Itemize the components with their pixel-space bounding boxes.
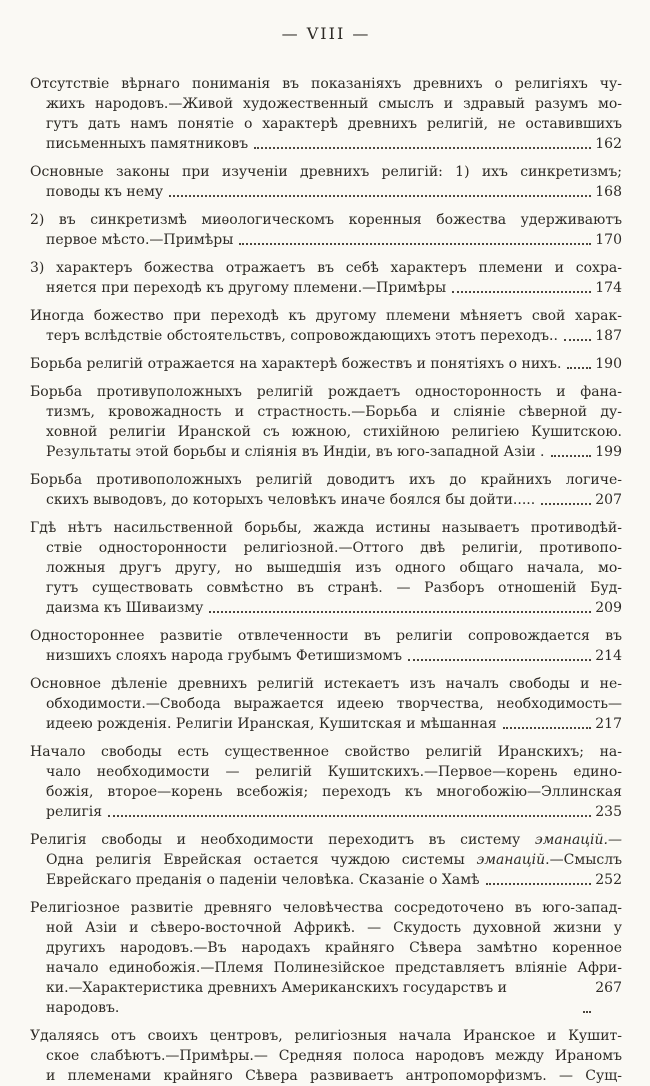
toc-entry <box>30 258 622 298</box>
entry-text-line: Борьба противоположныхъ религій доводитъ ихъ до крайнихъ логиче- <box>30 472 622 488</box>
entry-last-line <box>46 802 622 822</box>
entry-text: первое мѣсто.—Примѣры <box>46 232 234 248</box>
entry-text: Результаты этой борьбы и сліянія въ Индіи, въ юго-западной Азіи . <box>46 444 545 460</box>
entry-text-line: Основное дѣленіе древнихъ религій истекаетъ изъ началъ свободы и не- <box>30 676 622 692</box>
entry-text: религія <box>46 804 103 820</box>
toc-entry <box>30 626 622 666</box>
entry-text: теръ вслѣдствіе обстоятельствъ, сопровождающихъ этотъ переходъ.. <box>46 328 558 344</box>
entry-last-line <box>46 182 622 202</box>
entry-text-line: ложныя другъ другу, но вышедшія изъ одного общаго начала, мо- <box>46 560 622 576</box>
entry-page-number: 174 <box>595 280 622 296</box>
entry-text-line: жихъ народовъ.—Живой художественный смыслъ и здравый разумъ мо- <box>46 96 622 112</box>
toc-entry <box>30 74 622 154</box>
entry-page-number: 187 <box>595 328 622 344</box>
entry-text-line: гутъ дать намъ понятіе о характерѣ древнихъ религій, не оставившихъ <box>46 116 622 132</box>
entry-page-number: 267 <box>595 980 622 996</box>
dot-leader <box>452 291 591 293</box>
dot-leader <box>408 659 591 661</box>
toc-entry <box>30 742 622 822</box>
entry-text-line: обходимости.—Свобода выражается идеею творчества, необходимость— <box>46 696 622 712</box>
toc-entry <box>30 306 622 346</box>
entry-text-line: Религіозное развитіе древняго человѣчества сосредоточено въ юго-запад- <box>30 900 622 916</box>
entry-last-line <box>46 490 622 510</box>
entry-text: ки.—Характеристика древнихъ Американскихъ государствъ и народовъ. <box>46 980 507 1016</box>
entry-text: няется при переходѣ къ другому племени.—Примѣры <box>46 280 447 296</box>
toc-entry <box>30 382 622 462</box>
entry-last-line <box>46 442 622 462</box>
text-segment: Религія свободы и необходимости переходитъ въ систему <box>30 832 535 848</box>
emphasized-term: эманацій.— <box>534 832 622 848</box>
entry-text-line: Начало свободы есть существенное свойство религій Иранскихъ; на- <box>30 744 622 760</box>
entry-page-number: 162 <box>595 136 622 152</box>
entry-text-line: ствіе односторонности религіозной.—Оттого двѣ религіи, противопо- <box>46 540 622 556</box>
entry-text: поводы къ нему <box>46 184 164 200</box>
dot-leader <box>503 727 592 729</box>
toc-entry <box>30 162 622 202</box>
dot-leader <box>239 243 591 245</box>
entry-text-line: 3) характеръ божества отражаетъ въ себѣ характеръ племени и сохра- <box>30 260 622 276</box>
entry-text-line: начало единобожія.—Племя Полинезійское представляетъ вліяніе Афри- <box>46 960 622 976</box>
folio-page-number: — VIII — <box>281 24 371 43</box>
entry-text-line: гутъ существовать совмѣстно въ странѣ. — Разборъ отношеній Буд- <box>46 580 622 596</box>
entry-page-number: 199 <box>595 444 622 460</box>
entry-last-line <box>46 598 622 618</box>
toc-entry <box>30 470 622 510</box>
entry-text: идеею рожденія. Религіи Иранская, Кушитская и мѣшанная <box>46 716 497 732</box>
text-segment: .—Смыслъ <box>545 852 622 868</box>
entry-text-line: 2) въ синкретизмѣ миѳологическомъ коренныя божества удерживаютъ <box>30 212 622 228</box>
dot-leader <box>567 367 591 369</box>
entry-text-line: Борьба противуположныхъ религій рождаетъ односторонность и фана- <box>30 384 622 400</box>
entry-last-line <box>46 978 622 1018</box>
dot-leader <box>583 1011 591 1013</box>
entry-text: даизма къ Шиваизму <box>46 600 204 616</box>
entry-text-line <box>46 850 622 870</box>
entry-text-line: и племенами крайняго Сѣвера развиваетъ антропоморфизмъ. — Сущ- <box>46 1068 622 1084</box>
toc-entry <box>30 518 622 618</box>
dot-leader <box>564 339 591 341</box>
entry-text-line: Гдѣ нѣтъ насильственной борьбы, жажда истины называетъ противодѣй- <box>30 520 622 536</box>
entry-text: Борьба религій отражается на характерѣ божествъ и понятіяхъ о нихъ. <box>30 356 562 372</box>
toc-list <box>30 74 622 1086</box>
toc-entry <box>30 898 622 1018</box>
dot-leader <box>169 195 591 197</box>
entry-text-line: ной Азіи и сѣверо-восточной Африкѣ. — Скудость духовной жизни у <box>46 920 622 936</box>
entry-text: скихъ выводовъ, до которыхъ человѣкъ иначе боялся бы дойти..... <box>46 492 536 508</box>
emphasized-term: эманацій <box>476 852 546 868</box>
entry-page-number: 207 <box>595 492 622 508</box>
toc-entry <box>30 674 622 734</box>
entry-page-number: 235 <box>595 804 622 820</box>
entry-text-line: тизмъ, кровожадность и страстность.—Борьба и сліяніе сѣверной ду- <box>46 404 622 420</box>
entry-last-line <box>30 354 622 374</box>
entry-page-number: 214 <box>595 648 622 664</box>
entry-last-line <box>46 278 622 298</box>
dot-leader <box>486 883 592 885</box>
entry-text: Еврейскаго преданія о паденіи человѣка. Сказаніе о Хамѣ <box>46 872 480 888</box>
entry-last-line <box>46 646 622 666</box>
entry-text-line: Удаляясь отъ своихъ центровъ, религіозныя начала Иранское и Кушит- <box>30 1028 622 1044</box>
entry-last-line <box>46 326 622 346</box>
entry-last-line <box>46 714 622 734</box>
toc-entry <box>30 354 622 374</box>
entry-page-number: 217 <box>595 716 622 732</box>
entry-last-line <box>46 230 622 250</box>
text-segment: Одна религія Еврейская остается чуждою системы <box>46 852 477 868</box>
dot-leader <box>541 503 591 505</box>
dot-leader <box>209 611 591 613</box>
entry-page-number: 252 <box>595 872 622 888</box>
entry-text-line: Основные законы при изученіи древнихъ религій: 1) ихъ синкретизмъ; <box>30 164 622 180</box>
entry-text-line: другихъ народовъ.—Въ народахъ крайняго Сѣвера замѣтно коренное <box>46 940 622 956</box>
entry-text-line: Иногда божество при переходѣ къ другому племени мѣняетъ свой харак- <box>30 308 622 324</box>
entry-text-line: божія, второе—корень всебожія; переходъ къ многобожію—Эллинская <box>46 784 622 800</box>
entry-text-line <box>30 830 622 850</box>
toc-entry <box>30 1026 622 1086</box>
entry-text-line: чало необходимости — религій Кушитскихъ.—Первое—корень едино- <box>46 764 622 780</box>
entry-text-line: Одностороннее развитіе отвлеченности въ религіи сопровождается въ <box>30 628 622 644</box>
entry-text-line: ское слабѣютъ.—Примѣры.— Средняя полоса народовъ между Ираномъ <box>46 1048 622 1064</box>
dot-leader <box>254 147 591 149</box>
entry-page-number: 209 <box>595 600 622 616</box>
dot-leader <box>108 815 591 817</box>
dot-leader <box>551 455 592 457</box>
entry-last-line <box>46 870 622 890</box>
entry-text-line: ховной религіи Иранской съ южною, стихійною религіею Кушитскою. <box>46 424 622 440</box>
entry-last-line <box>46 134 622 154</box>
entry-text: низшихъ слояхъ народа грубымъ Фетишизмомъ <box>46 648 403 664</box>
entry-text: письменныхъ памятниковъ <box>46 136 249 152</box>
entry-text-line: Отсутствіе вѣрнаго пониманія въ показаніяхъ древнихъ о религіяхъ чу- <box>30 76 622 92</box>
entry-page-number: 168 <box>595 184 622 200</box>
toc-entry <box>30 830 622 890</box>
entry-page-number: 170 <box>595 232 622 248</box>
entry-page-number: 190 <box>595 356 622 372</box>
toc-entry <box>30 210 622 250</box>
